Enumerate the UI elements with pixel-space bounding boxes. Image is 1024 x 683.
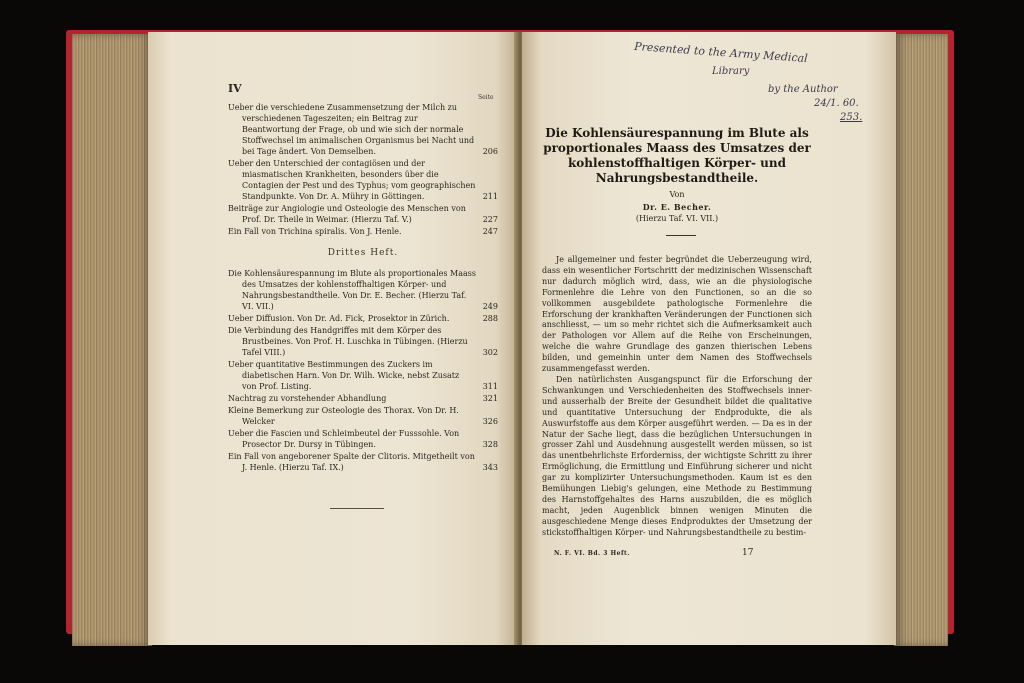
toc-entry [228,451,498,473]
table-of-contents [228,102,498,474]
toc-entry [228,158,498,202]
handwritten-number: 253. [840,112,863,123]
toc-entry [228,268,498,312]
toc-entry-text: Ein Fall von Trichina spiralis. Von J. Henle. [228,227,402,236]
handwritten-inscription-line2: Library [712,66,750,77]
toc-entry [228,313,498,324]
toc-entry-text: Die Verbindung des Handgriffes mit dem Körper des Brustbeines. Von Prof. H. Luschka in Tübingen. (Hierzu Tafel VIII.) [228,326,468,357]
toc-entry-text: Die Kohlensäurespannung im Blute als proportionales Maass des Umsatzes der kohlenstoffhaltigen Körper- und Nahrungsbestandtheile. Von Dr. E. Becher. (Hierzu Taf. VI. VII.) [228,269,476,311]
toc-entry-text: Kleine Bemerkung zur Osteologie des Thorax. Von Dr. H. Welcker [228,406,459,426]
handwritten-inscription-line3: by the Author [768,84,838,95]
toc-entry-page: 288 [482,314,498,323]
toc-entry [228,359,498,392]
toc-entry-page: 211 [482,192,498,201]
toc-entry-page: 249 [482,302,498,311]
toc-entry-page: 343 [482,463,498,472]
toc-entry-page: 311 [482,382,498,391]
toc-entry-text: Ueber den Unterschied der contagiösen und der miasmatischen Krankheiten, besonders über die Contagien der Pest und des Typhus; vom geographischen Standpunkte. Von Dr. A. Mühry in Göttingen. [228,159,476,201]
volume-footer: N. F. VI. Bd. 3 Heft. [554,550,630,557]
toc-entry-page: 247 [482,227,498,236]
handwritten-inscription-line1: Presented to the Army Medical [633,39,809,66]
handwritten-date: 24/1. 60. [814,98,859,109]
toc-entry-text: Ueber die verschiedene Zusammensetzung der Milch zu verschiedenen Tageszeiten; ein Beitrag zur Beantwortung der Frage, ob und wie sich der normale Stoffwechsel im animalischen Organismus bei Nacht und bei Tage ändert. Von Demselben. [228,103,475,156]
toc-entry [228,203,498,225]
toc-entry-text: Nachtrag zu vorstehender Abhandlung [228,394,387,403]
page-number: 17 [742,548,754,558]
page-edges-right [894,34,948,646]
toc-entry [228,102,498,157]
article-author [542,202,812,212]
section-heading: Drittes Heft. [327,248,399,258]
toc-entry-text: Ueber die Fascien und Schleimbeutel der Fusssohle. Von Prosector Dr. Dursy in Tübingen. [228,429,460,449]
toc-entry [228,428,498,450]
toc-entry-page: 321 [482,394,498,403]
toc-entry [228,393,498,404]
plates-note: (Hierzu Taf. VI. VII.) [635,214,719,223]
title-rule [666,235,696,236]
page-edges-left [72,34,152,646]
seite-label: Seite [478,94,494,101]
toc-entry-text: Ein Fall von angeborener Spalte der Clitoris. Mitgetheilt von J. Henle. (Hierzu Taf. IX.) [228,452,475,472]
toc-entry-page: 206 [482,147,498,156]
toc-entry-text: Ueber Diffusion. Von Dr. Ad. Fick, Prosektor in Zürich. [228,314,450,323]
toc-entry-text: Beiträge zur Angiologie und Osteologie des Menschen von Prof. Dr. Theile in Weimar. (Hierzu Taf. V.) [228,204,466,224]
left-page [148,32,518,645]
toc-entry-page: 302 [482,348,498,357]
by-label: Von [669,190,685,199]
toc-entry [228,325,498,358]
right-page [522,32,896,645]
toc-entry [228,226,498,237]
toc-entry-page: 227 [482,215,498,224]
closing-rule [330,508,384,509]
article-title: Die Kohlensäurespannung im Blute als proportionales Maass des Umsatzes der kohlenstoffhaltigen Körper- und Nahrungsbestandtheile. [543,126,811,185]
toc-entry-page: 328 [482,440,498,449]
toc-entry-text: Ueber quantitative Bestimmungen des Zuckers im diabetischen Harn. Von Dr. Wilh. Wicke, nebst Zusatz von Prof. Listing. [228,360,460,391]
paragraph: Den natürlichsten Ausgangspunct für die Erforschung der Schwankungen und Verschiedenheiten des Stoffwechsels inner- und ausserhalb der Breite der Gesundheit bildet die qualitative und quantitative Untersuchung der Endprodukte, die als Auswurfstoffe aus dem Körper ausgeführt werden. — Da es in der Natur der Sache liegt, dass die bezüglichen Untersuchungen in grosser Zahl und Ausdehnung ausgestellt werden müssen, so ist das unentbehrlichste Erforderniss, der wichtigste Schritt zu ihrer Ermöglichung, die Ermittlung und Einführung sicherer und nicht gar zu komplizirter Untersuchungsmethoden. Kaum ist es den Bemühungen Liebig's gelungen, eine Methode zu Bestimmung des Harnstoffgehaltes des Harns auszubilden, die es möglich macht, jeden Augenblick binnen wenigen Minuten die ausgeschiedene Menge dieses Endproduktes der Umsetzung der stickstoffhaltigen Körper- und Nahrungsbestandtheile zu bestim- [542,374,812,537]
toc-entry [228,405,498,427]
author-name: Dr. E. Becher. [642,202,712,212]
toc-entry-page: 326 [482,417,498,426]
paragraph: Je allgemeiner und fester begründet die Ueberzeugung wird, dass ein wesentlicher Fortschritt der medizinischen Wissenschaft nur dadurch möglich wird, dass, wie an die physiologische Formenlehre die Lehre von den Functionen, so an die so vollkommen ausgebildete pathologische Formenlehre die Erforschung der krankhaften Veränderungen der Functionen sich anschliesst, — um so mehr richtet sich die Aufmerksamkeit auch der Pathologen vor Allem auf die Reihe von Erscheinungen, welche die wahre Grundlage des ganzen thierischen Lebens bilden, und gemeinhin unter dem Namen des Stoffwechsels zusammengefasst werden. [542,255,812,374]
article-body [542,255,812,539]
page-number-roman: IV [228,82,242,95]
